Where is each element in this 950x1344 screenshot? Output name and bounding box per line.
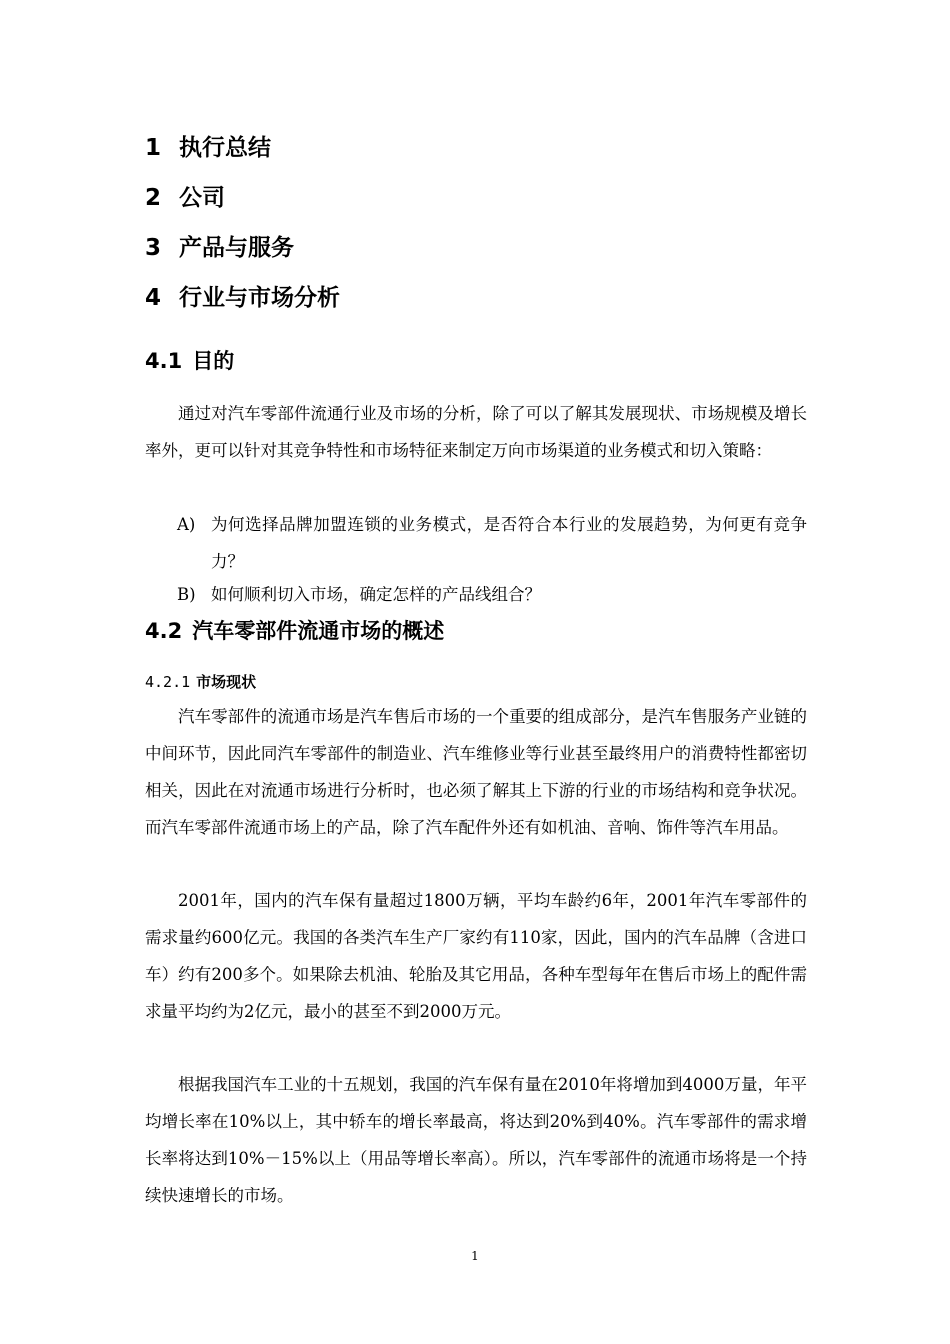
subsection-title: 市场现状 (196, 673, 257, 691)
section-number: 4.2 (145, 619, 183, 643)
section-heading-4-1 (145, 347, 234, 375)
subsection-number: 4.2.1 (145, 673, 191, 691)
purpose-paragraph: 通过对汽车零部件流通行业及市场的分析，除了可以了解其发展现状、市场规模及增长率外，更可以针对其竞争特性和市场特征来制定万向市场渠道的业务模式和切入策略： (145, 404, 807, 460)
section-title: 目的 (192, 349, 235, 373)
list-marker: B) (177, 585, 196, 604)
market-status-paragraph-3: 根据我国汽车工业的十五规划，我国的汽车保有量在2010年将增加到4000万量，年平均增长率在10%以上，其中轿车的增长率最高，将达到20%到40%。汽车零部件的需求增长率将达到10%－15%以上（用品等增长率高）。所以，汽车零部件的流通市场将是一个持续快速增长的市场。 (145, 1075, 807, 1205)
list-marker: A) (177, 515, 196, 534)
heading-title: 公司 (179, 185, 225, 211)
heading-title: 执行总结 (179, 135, 271, 161)
list-item-b (177, 576, 807, 613)
heading-title: 产品与服务 (179, 235, 294, 261)
heading-2 (145, 183, 225, 213)
page-number: 1 (471, 1249, 479, 1263)
subsection-heading-4-2-1 (145, 671, 256, 693)
list-item-a (177, 506, 807, 580)
heading-4 (145, 283, 340, 313)
heading-number: 2 (145, 185, 162, 211)
heading-3 (145, 233, 294, 263)
market-status-paragraph-1: 汽车零部件的流通市场是汽车售后市场的一个重要的组成部分，是汽车售服务产业链的中间环节，因此同汽车零部件的制造业、汽车维修业等行业甚至最终用户的消费特性都密切相关，因此在对流通市场进行分析时，也必须了解其上下游的行业的市场结构和竞争状况。而汽车零部件流通市场上的产品，除了汽车配件外还有如机油、音响、饰件等汽车用品。 (145, 707, 807, 837)
market-status-paragraph-2: 2001年，国内的汽车保有量超过1800万辆，平均车龄约6年，2001年汽车零部件的需求量约600亿元。我国的各类汽车生产厂家约有110家，因此，国内的汽车品牌（含进口车）约有200多个。如果除去机油、轮胎及其它用品，各种车型每年在售后市场上的配件需求量平均约为2亿元，最小的甚至不到2000万元。 (145, 891, 807, 1021)
list-item-text: 如何顺利切入市场，确定怎样的产品线组合？ (211, 585, 541, 604)
section-heading-4-2 (145, 617, 444, 645)
list-item-text: 为何选择品牌加盟连锁的业务模式，是否符合本行业的发展趋势，为何更有竞争力？ (211, 515, 807, 571)
heading-1 (145, 133, 271, 163)
section-number: 4.1 (145, 349, 183, 373)
section-title: 汽车零部件流通市场的概述 (192, 619, 445, 643)
heading-number: 3 (145, 235, 162, 261)
heading-number: 1 (145, 135, 162, 161)
heading-number: 4 (145, 285, 162, 311)
heading-title: 行业与市场分析 (179, 285, 340, 311)
